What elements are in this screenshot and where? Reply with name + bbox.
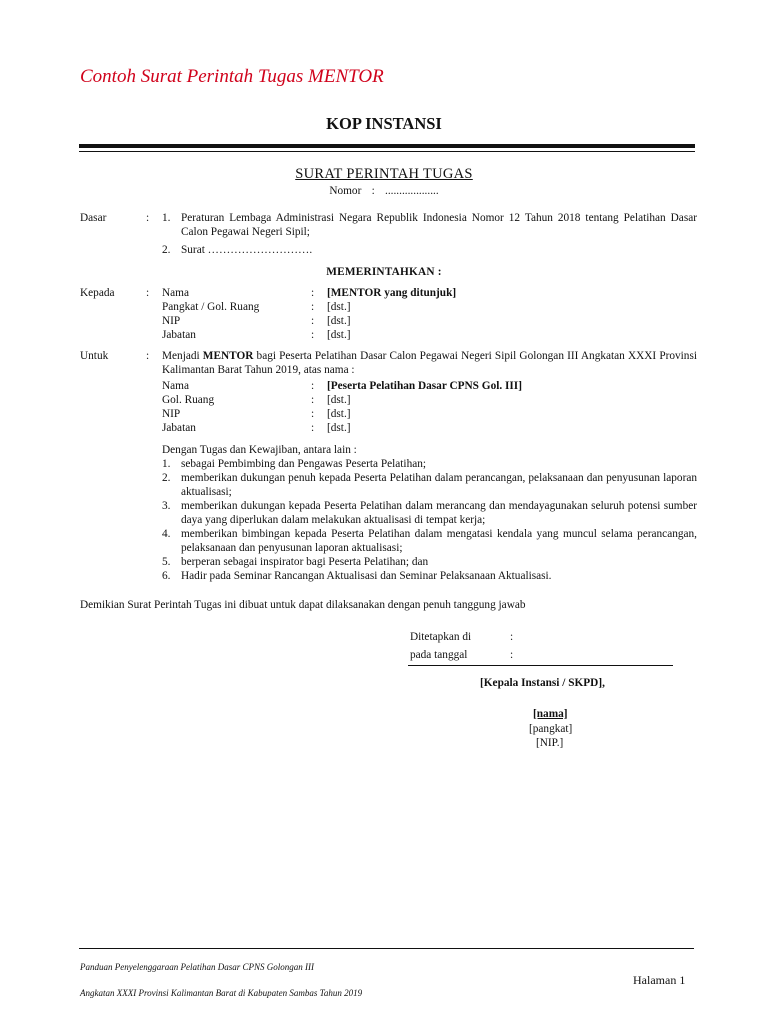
signer-nip: [NIP.] bbox=[536, 737, 564, 749]
dasar-item-1-text: Peraturan Lembaga Administrasi Negara Republik Indonesia Nomor 12 Tahun 2018 tentang Pelatihan Dasar Calon Pegawai Negeri Sipil; bbox=[181, 212, 697, 238]
kepada-nama-label: Nama bbox=[162, 287, 189, 299]
signature-divider bbox=[408, 665, 673, 666]
peserta-gol-value: [dst.] bbox=[327, 394, 351, 406]
peserta-nip-value: [dst.] bbox=[327, 408, 351, 420]
letterhead-rule-thick bbox=[79, 144, 695, 148]
dasar-item-1-num: 1. bbox=[162, 212, 171, 224]
peserta-gol-label: Gol. Ruang bbox=[162, 394, 215, 406]
peserta-nama-label: Nama bbox=[162, 380, 189, 392]
peserta-jabatan-colon: : bbox=[311, 422, 315, 434]
task-3-text: memberikan dukungan kepada Peserta Pelatihan dalam merancang dan mendayagunakan seluruh potensi sumber daya yang diperlukan dalam melakukan aktualisasi di tempat kerja; bbox=[181, 500, 697, 526]
untuk-colon: : bbox=[146, 350, 150, 362]
dasar-colon: : bbox=[146, 212, 150, 224]
untuk-intro-mentor: MENTOR bbox=[202, 350, 254, 362]
untuk-intro bbox=[162, 349, 697, 377]
letterhead-title: KOP INSTANSI bbox=[326, 114, 442, 133]
kepada-nip-label: NIP bbox=[162, 315, 181, 327]
dasar-item-2-num: 2. bbox=[162, 244, 171, 256]
peserta-nip-label: NIP bbox=[162, 408, 181, 420]
kepada-nama-value: [MENTOR yang ditunjuk] bbox=[327, 287, 457, 299]
example-heading: Contoh Surat Perintah Tugas MENTOR bbox=[80, 66, 384, 87]
kepada-nama-colon: : bbox=[311, 287, 315, 299]
task-5-text: berperan sebagai inspirator bagi Peserta Pelatihan; dan bbox=[181, 556, 429, 568]
task-6-num: 6. bbox=[162, 570, 171, 582]
nomor-label: Nomor bbox=[329, 185, 362, 197]
dasar-item-2-text: Surat ………………………. bbox=[181, 244, 313, 256]
peserta-gol-colon: : bbox=[311, 394, 315, 406]
page-number: Halaman 1 bbox=[633, 973, 686, 987]
peserta-nama-value: [Peserta Pelatihan Dasar CPNS Gol. III] bbox=[327, 380, 522, 392]
task-1-num: 1. bbox=[162, 458, 171, 470]
task-4-text: memberikan bimbingan kepada Peserta Pelatihan dalam mengatasi kendala yang muncul selama perancangan, pelaksanaan dan penyusunan laporan aktualisasi; bbox=[181, 528, 697, 554]
peserta-nama-colon: : bbox=[311, 380, 315, 392]
kepada-colon: : bbox=[146, 287, 150, 299]
task-2-text: memberikan dukungan penuh kepada Peserta Pelatihan dalam perancangan, pelaksanaan dan penyusunan laporan aktualisasi; bbox=[181, 472, 697, 498]
peserta-jabatan-label: Jabatan bbox=[162, 422, 196, 434]
kepada-nip-colon: : bbox=[311, 315, 315, 327]
kepada-jabatan-value: [dst.] bbox=[327, 329, 351, 341]
tasks-heading: Dengan Tugas dan Kewajiban, antara lain : bbox=[162, 444, 357, 456]
ditetapkan-colon: : bbox=[510, 631, 514, 643]
nomor-colon: : bbox=[371, 185, 375, 197]
closing-statement: Demikian Surat Perintah Tugas ini dibuat untuk dapat dilaksanakan dengan penuh tanggung jawab bbox=[80, 599, 526, 611]
untuk-intro-pre: Menjadi bbox=[162, 350, 203, 362]
kepada-pangkat-value: [dst.] bbox=[327, 301, 351, 313]
peserta-nip-colon: : bbox=[311, 408, 315, 420]
kepala-instansi: [Kepala Instansi / SKPD], bbox=[480, 677, 605, 689]
footer-line-1: Panduan Penyelenggaraan Pelatihan Dasar CPNS Golongan III bbox=[80, 962, 314, 972]
task-1-text: sebagai Pembimbing dan Pengawas Peserta Pelatihan; bbox=[181, 458, 427, 470]
kepada-pangkat-colon: : bbox=[311, 301, 315, 313]
kepada-jabatan-colon: : bbox=[311, 329, 315, 341]
footer-line-2: Angkatan XXXI Provinsi Kalimantan Barat di Kabupaten Sambas Tahun 2019 bbox=[80, 988, 363, 998]
task-5-num: 5. bbox=[162, 556, 171, 568]
letterhead-rule-thin bbox=[79, 151, 695, 152]
dasar-label: Dasar bbox=[80, 212, 107, 224]
untuk-intro-post: bagi Peserta Pelatihan Dasar Calon Pegawai Negeri Sipil Golongan III Angkatan XXXI Provinsi Kalimantan Barat Tahun 2019, atas nama : bbox=[162, 350, 697, 376]
signer-name: [nama] bbox=[533, 708, 568, 720]
signer-rank: [pangkat] bbox=[529, 723, 573, 735]
peserta-jabatan-value: [dst.] bbox=[327, 422, 351, 434]
kepada-label: Kepada bbox=[80, 287, 115, 299]
untuk-label: Untuk bbox=[80, 350, 109, 362]
footer-rule bbox=[79, 948, 694, 949]
task-6-text: Hadir pada Seminar Rancangan Aktualisasi dan Seminar Pelaksanaan Aktualisasi. bbox=[181, 570, 552, 582]
kepada-pangkat-label: Pangkat / Gol. Ruang bbox=[162, 301, 260, 313]
letter-number bbox=[0, 184, 768, 198]
task-3-num: 3. bbox=[162, 500, 171, 512]
letter-title: SURAT PERINTAH TUGAS bbox=[295, 166, 473, 182]
tanggal-colon: : bbox=[510, 649, 514, 661]
ditetapkan-label: Ditetapkan di bbox=[410, 631, 472, 643]
kepada-jabatan-label: Jabatan bbox=[162, 329, 196, 341]
kepada-nip-value: [dst.] bbox=[327, 315, 351, 327]
task-2-num: 2. bbox=[162, 472, 171, 484]
tanggal-label: pada tanggal bbox=[410, 649, 468, 661]
task-4-num: 4. bbox=[162, 528, 171, 540]
nomor-value: ................... bbox=[385, 185, 439, 197]
memerintahkan-heading: MEMERINTAHKAN : bbox=[326, 266, 442, 278]
